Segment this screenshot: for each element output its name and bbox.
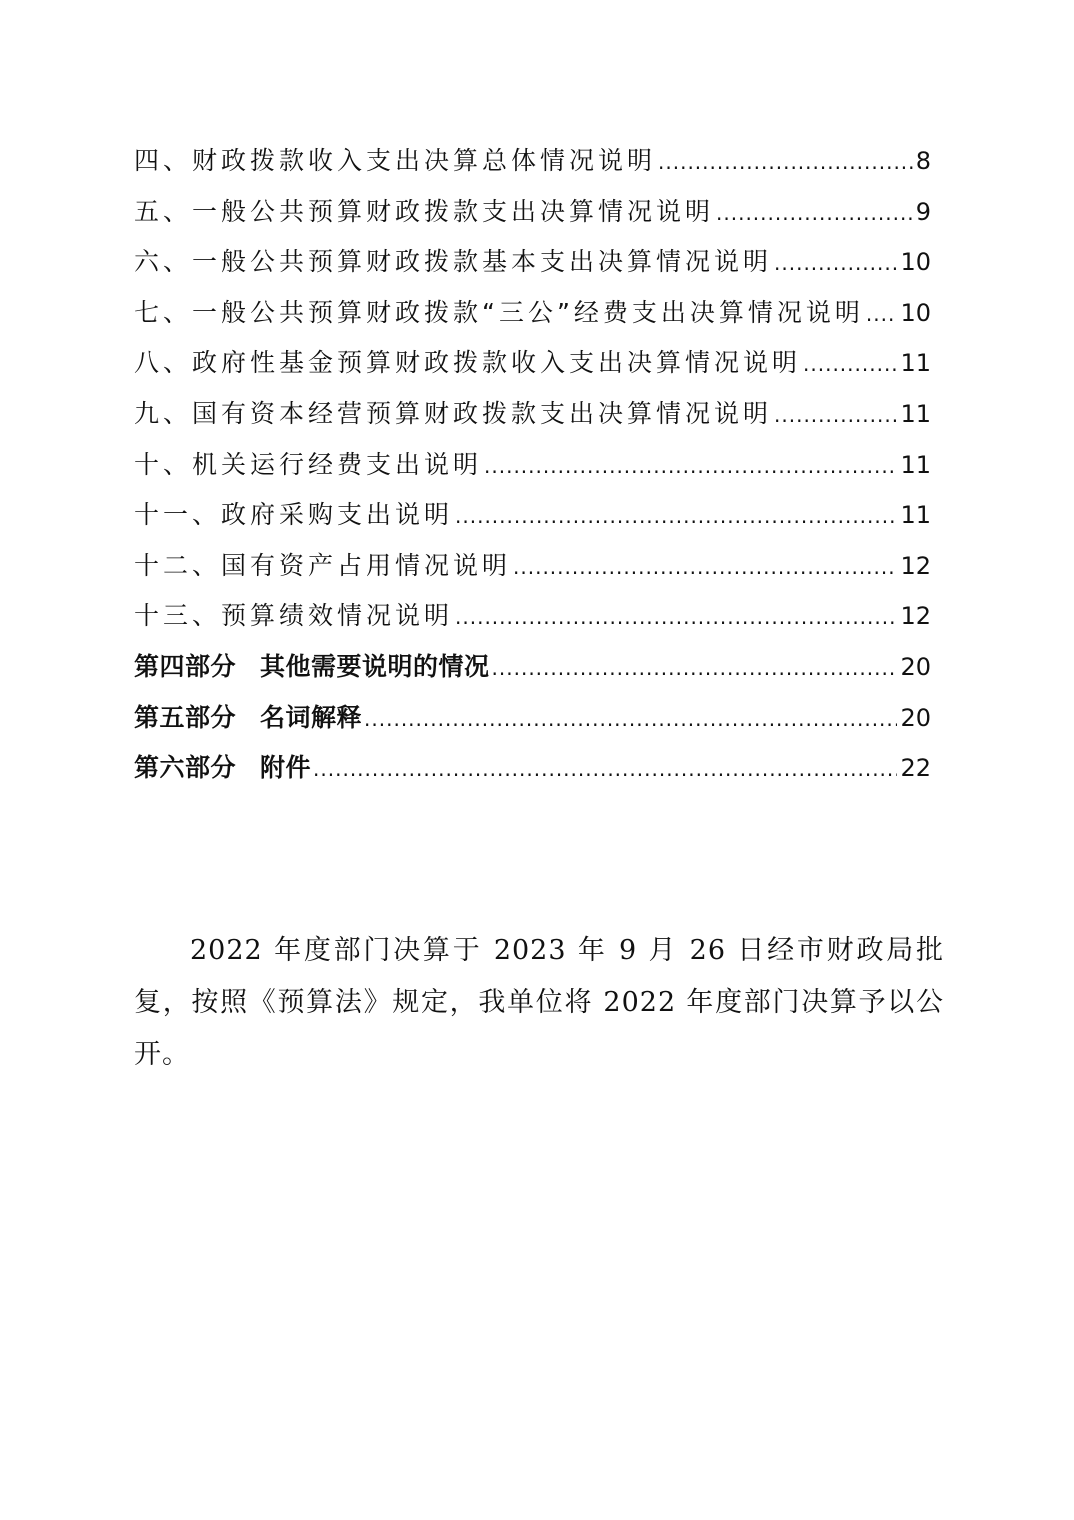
toc-entry[interactable] [134, 389, 931, 440]
toc-entry-page: 10 [900, 248, 931, 277]
toc-leader-dots [513, 542, 897, 593]
table-of-contents [134, 136, 931, 794]
toc-entry-page: 8 [915, 147, 931, 175]
toc-part-heading [134, 642, 490, 693]
toc-entry[interactable] [134, 237, 931, 288]
toc-entry-title: 七、一般公共预算财政拨款“三公”经费支出决算情况说明 [134, 297, 864, 327]
toc-part-title: 其他需要说明的情况 [260, 651, 490, 681]
toc-entry[interactable] [134, 440, 931, 491]
toc-entry-page: 11 [900, 501, 931, 530]
body-paragraph: 2022 年度部门决算于 2023 年 9 月 26 日经市财政局批复，按照《预算法》规定，我单位将 2022 年度部门决算予以公开。 [134, 935, 944, 1070]
toc-leader-dots [313, 744, 897, 795]
toc-entry-page: 11 [900, 450, 931, 479]
toc-entry-page: 11 [900, 399, 931, 428]
toc-part-heading [134, 743, 311, 794]
toc-leader-dots [774, 238, 897, 289]
toc-entry-title: 十二、国有资产占用情况说明 [134, 550, 512, 580]
toc-leader-dots [484, 441, 897, 492]
toc-entry[interactable] [134, 136, 931, 187]
toc-leader-dots [716, 188, 913, 239]
toc-part-entry[interactable] [134, 693, 931, 744]
toc-leader-dots [364, 694, 897, 745]
toc-leader-dots [455, 592, 897, 643]
toc-leader-dots [803, 339, 897, 390]
toc-leader-dots [866, 289, 898, 340]
toc-part-title: 附件 [260, 753, 312, 783]
toc-leader-dots [774, 390, 897, 441]
toc-part-page: 22 [900, 754, 931, 783]
toc-entry-page: 12 [900, 551, 931, 580]
toc-entry[interactable] [134, 288, 931, 339]
toc-entry-title: 十一、政府采购支出说明 [134, 500, 454, 530]
toc-leader-dots [658, 137, 913, 188]
toc-part-heading [134, 693, 362, 744]
toc-entry-title: 八、政府性基金预算财政拨款收入支出决算情况说明 [134, 348, 802, 378]
toc-entry-title: 六、一般公共预算财政拨款基本支出决算情况说明 [134, 247, 773, 277]
toc-part-page: 20 [900, 703, 931, 732]
toc-entry-title: 五、一般公共预算财政拨款支出决算情况说明 [134, 196, 715, 226]
toc-entry-title: 四、财政拨款收入支出决算总体情况说明 [134, 146, 657, 175]
toc-part-entry[interactable] [134, 743, 931, 794]
toc-part-number: 第六部分 [134, 753, 237, 783]
toc-entry-title: 十、机关运行经费支出说明 [134, 449, 483, 479]
toc-entry-title: 九、国有资本经营预算财政拨款支出决算情况说明 [134, 398, 773, 428]
toc-entry-page: 12 [900, 602, 931, 631]
toc-part-title: 名词解释 [260, 702, 363, 732]
toc-part-entry[interactable] [134, 642, 931, 693]
toc-leader-dots [492, 643, 898, 694]
toc-entry[interactable] [134, 338, 931, 389]
toc-entry[interactable] [134, 187, 931, 238]
toc-leader-dots [455, 491, 897, 542]
toc-part-page: 20 [900, 652, 931, 681]
toc-entry-page: 9 [915, 197, 931, 226]
toc-entry-title: 十三、预算绩效情况说明 [134, 601, 454, 631]
toc-entry[interactable] [134, 490, 931, 541]
toc-part-number: 第四部分 [134, 651, 237, 681]
toc-entry[interactable] [134, 541, 931, 592]
toc-entry-page: 11 [900, 349, 931, 378]
toc-entry[interactable] [134, 591, 931, 642]
toc-entry-page: 10 [900, 298, 931, 327]
toc-part-number: 第五部分 [134, 702, 237, 732]
